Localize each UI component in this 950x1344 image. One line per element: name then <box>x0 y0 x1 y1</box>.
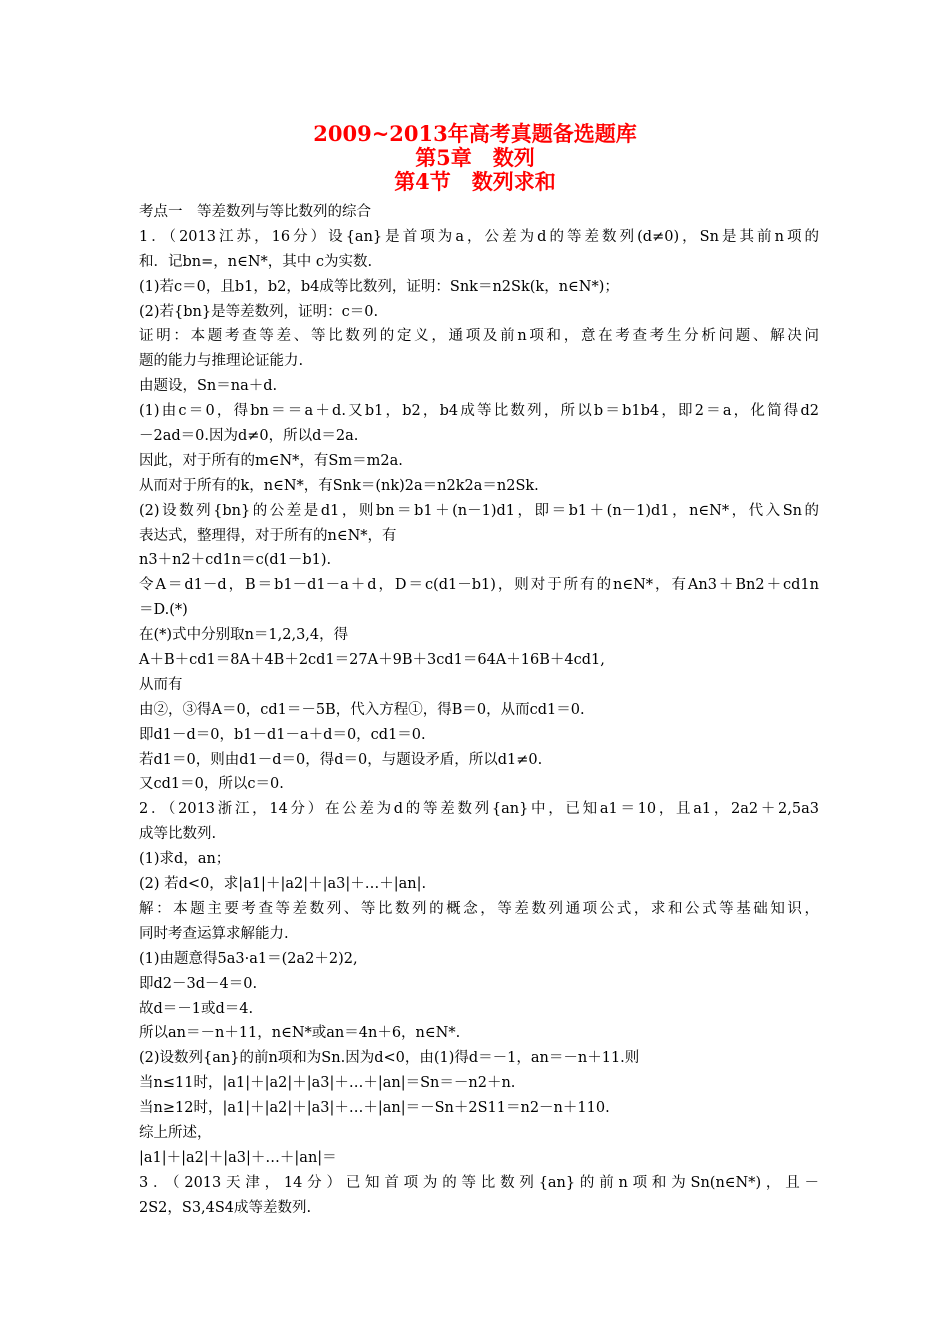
text-line: 由题设，Sn＝na＋d. <box>139 378 278 395</box>
text-line: 和．记bn=，n∈N*，其中 c为实数. <box>139 253 373 270</box>
text-line: 故d＝－1或d＝4. <box>139 1000 254 1017</box>
text-line: 从而有 <box>139 676 183 693</box>
text-line: 2．（2013浙江，14分）在公差为d的等差数列{an}中，已知a1＝10，且a1，2a2＋2,5a3 <box>139 801 819 818</box>
text-line: 证明：本题考查等差、等比数列的定义，通项及前n项和，意在考查考生分析问题、解决问 <box>139 328 819 345</box>
text-line: 当n≤11时，|a1|＋|a2|＋|a3|＋…＋|an|＝Sn＝－n2＋n. <box>139 1075 516 1092</box>
text-line: (1)由题意得5a3·a1＝(2a2＋2)2, <box>139 950 358 967</box>
text-line: －2ad＝0.因为d≠0，所以d＝2a. <box>139 428 359 445</box>
section-heading: 第4节 数列求和 <box>394 169 556 194</box>
text-line: 1．（2013江苏，16分）设{an}是首项为a，公差为d的等差数列(d≠0)，Sn是其前n项的 <box>139 228 819 245</box>
text-line: 在(*)式中分别取n＝1,2,3,4，得 <box>139 627 349 644</box>
text-line: 考点一 等差数列与等比数列的综合 <box>139 204 371 220</box>
text-line: (2)若{bn}是等差数列，证明：c＝0. <box>139 303 379 320</box>
text-line: 若d1＝0，则由d1－d＝0，得d＝0，与题设矛盾，所以d1≠0. <box>139 751 543 768</box>
text-line: (1)若c＝0，且b1，b2，b4成等比数列，证明：Snk＝n2Sk(k，n∈N*)； <box>139 278 619 295</box>
document-body <box>139 200 819 1221</box>
text-line: 2S2，S3,4S4成等差数列. <box>139 1199 312 1216</box>
text-line: 同时考查运算求解能力. <box>139 925 289 942</box>
text-line: 因此，对于所有的m∈N*，有Sm＝m2a. <box>139 452 403 469</box>
text-line: (2) 若d<0，求|a1|＋|a2|＋|a3|＋…＋|an|. <box>139 876 427 893</box>
text-line: 从而对于所有的k，n∈N*，有Snk＝(nk)2a＝n2k2a＝n2Sk. <box>139 477 539 494</box>
text-line: 又cd1＝0，所以c＝0. <box>139 776 284 793</box>
text-line: (2)设数列{an}的前n项和为Sn.因为d<0，由(1)得d＝－1，an＝－n＋11.则 <box>139 1050 640 1067</box>
text-line: ＝D.(*) <box>139 602 188 619</box>
text-line: 所以an＝－n＋11，n∈N*或an＝4n＋6，n∈N*. <box>139 1025 461 1042</box>
text-line: 题的能力与推理论证能力. <box>139 353 304 370</box>
text-line: 表达式，整理得，对于所有的n∈N*，有 <box>139 527 397 544</box>
document-title: 2009~2013年高考真题备选题库 <box>313 121 637 146</box>
title-block <box>0 122 950 194</box>
text-line: (1)由c＝0，得bn＝＝a＋d.又b1，b2，b4成等比数列，所以b＝b1b4，即2＝a，化简得d2 <box>139 403 819 420</box>
text-line: 综上所述， <box>139 1124 212 1141</box>
text-line: |a1|＋|a2|＋|a3|＋…＋|an|＝ <box>139 1149 337 1166</box>
text-line: A＋B＋cd1＝8A＋4B＋2cd1＝27A＋9B＋3cd1＝64A＋16B＋4cd1, <box>139 652 605 669</box>
text-line: 即d1－d＝0，b1－d1－a＋d＝0，cd1＝0. <box>139 726 426 743</box>
chapter-heading: 第5章 数列 <box>415 145 535 170</box>
text-line: 即d2－3d－4＝0. <box>139 975 258 992</box>
text-line: 成等比数列. <box>139 826 217 843</box>
text-line: 3．（2013天津，14分）已知首项为的等比数列{an}的前n项和为Sn(n∈N*)，且－ <box>139 1174 819 1191</box>
text-line: (1)求d，an； <box>139 851 231 868</box>
text-line: (2)设数列{bn}的公差是d1，则bn＝b1＋(n－1)d1，即＝b1＋(n－1)d1，n∈N*，代入Sn的 <box>139 502 819 519</box>
text-line: 由②，③得A＝0，cd1＝－5B，代入方程①，得B＝0，从而cd1＝0. <box>139 701 585 718</box>
text-line: n3＋n2＋cd1n＝c(d1－b1). <box>139 552 332 569</box>
text-line: 解：本题主要考查等差数列、等比数列的概念，等差数列通项公式，求和公式等基础知识， <box>139 900 819 917</box>
text-line: 当n≥12时，|a1|＋|a2|＋|a3|＋…＋|an|＝－Sn＋2S11＝n2－n＋110. <box>139 1100 610 1117</box>
text-line: 令A＝d1－d，B＝b1－d1－a＋d，D＝c(d1－b1)，则对于所有的n∈N*，有An3＋Bn2＋cd1n <box>139 577 819 594</box>
